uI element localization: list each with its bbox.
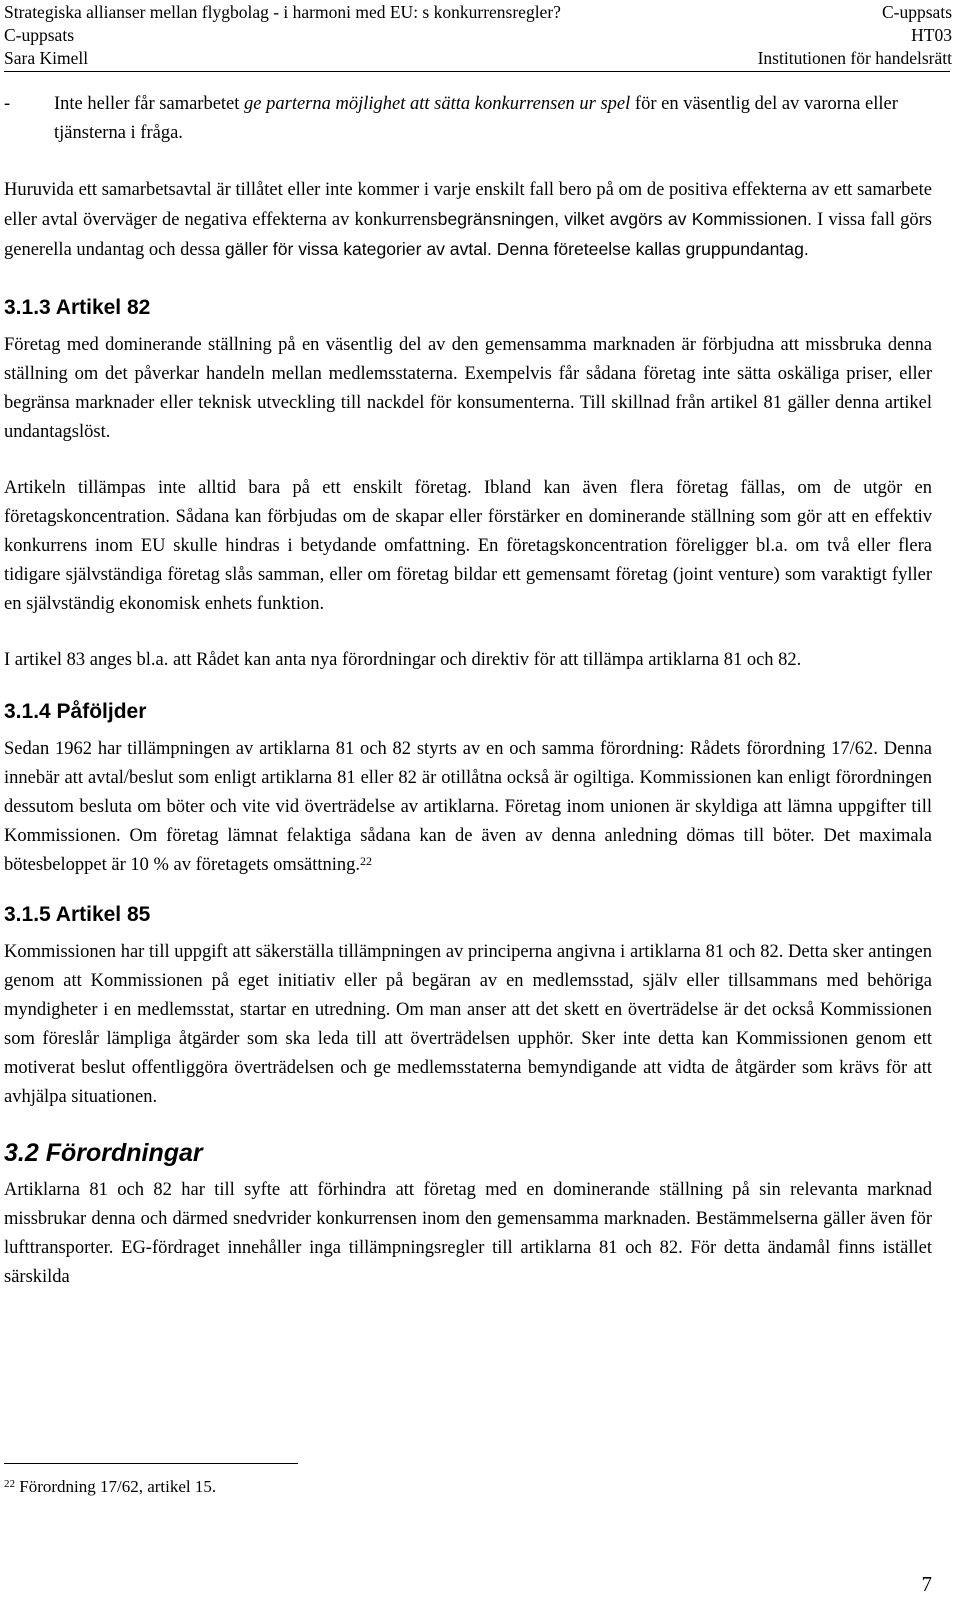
paragraph: I artikel 83 anges bl.a. att Rådet kan anta nya förordningar och direktiv för att tillämpa artiklarna 81 och 82. — [4, 650, 802, 670]
header-type-label: C-uppsats — [882, 2, 952, 22]
bullet-text-start: Inte heller får samarbetet — [54, 94, 245, 114]
paragraph-text-sans: begränsningen, vilket avgörs av Kommissionen. — [437, 209, 813, 229]
list-item — [4, 90, 932, 148]
header-department: Institutionen för handelsrätt — [757, 48, 952, 68]
footnote-divider — [4, 1463, 298, 1464]
section-heading-3-1-4 — [4, 697, 932, 727]
section-number: 3.2 — [4, 1139, 39, 1167]
footnote-text: Förordning 17/62, artikel 15. — [15, 1477, 217, 1496]
paragraph-text: I vissa fall görs generella undantag och dessa — [4, 210, 932, 260]
section-number: 3.1.4 — [4, 700, 51, 723]
paragraph: Artikeln tillämpas inte alltid bara på ett enskilt företag. Ibland kan även flera företag fällas, om de utgör en företagskoncentration. Sådana kan förbjudas om de skapar eller förstärker en dominerande ställning som gör att en effektiv konkurrens inom EU skulle hindras i betydande omfattning. En företagskoncentration föreligger bl.a. om två eller flera tidigare självständiga företag slås samman, eller om företag bildar ett gemensamt företag (joint venture) som varaktigt fyller en självständig ekonomisk enhets funktion. — [4, 478, 932, 614]
paragraph-text: Sedan 1962 har tillämpningen av artiklarna 81 och 82 styrts av en och samma förordning: Rådets förordning 17/62. Denna innebär att avtal/beslut som enligt artiklarna 81 eller 82 är otillåtna också är ogiltiga. Kommissionen kan enligt förordningen dessutom besluta om böter och vite vid överträdelse av artiklarna. Företag inom unionen är skyldiga att lämna uppgifter till Kommissionen. Om företag lämnat felaktiga sådana kan de även av denna anledning dömas till böter. Det maximala bötesbeloppet är 10 % av företagets omsättning. — [4, 739, 932, 875]
section-number: 3.1.5 — [4, 903, 51, 926]
footnote-number: 22 — [4, 1478, 15, 1490]
paragraph-text-sans: gäller för vissa kategorier av avtal. Denna företeelse kallas gruppundantag. — [224, 239, 809, 259]
paragraph: Artiklarna 81 och 82 har till syfte att förhindra att företag med en dominerande ställning på sin relevanta marknad missbrukar denna och därmed snedvrider konkurrensen inom den gemensamma marknaden. Bestämmelserna gäller även för lufttransporter. EG-fördraget innehåller inga tillämpningsregler till artiklarna 81 och 82. För detta ändamål finns istället särskilda — [4, 1180, 932, 1287]
section-title: Artikel 82 — [50, 296, 151, 319]
bullet-text-end: för en väsentlig del av varorna eller tjänsterna i fråga. — [54, 94, 898, 143]
footnote-reference[interactable]: 22 — [360, 854, 373, 868]
bullet-text-italic: ge parterna möjlighet att sätta konkurrensen ur spel — [244, 94, 631, 114]
paragraph-gruppundantag — [4, 176, 932, 265]
paragraph: Kommissionen har till uppgift att säkerställa tillämpningen av principerna angivna i artiklarna 81 och 82. Detta sker antingen genom att Kommissionen på eget initiativ eller på begäran av en medlemsstad, själv eller tillsammans med behöriga myndigheter i en medlemsstat, startar en utredning. Om man anser att det skett en överträdelse är det också Kommissionen som föreslår lämpliga åtgärder som ska leda till att överträdelsen upphör. Sker inte detta kan Kommissionen genom ett motiverat beslut offentliggöra överträdelsen och ge medlemsstaterna bemyndigande att vidta de åtgärder som krävs för att avhjälpa situationen. — [4, 942, 932, 1107]
footnote — [4, 1476, 216, 1498]
header-divider — [4, 71, 950, 72]
paragraph-text: Huruvida ett samarbetsavtal är tillåtet eller inte kommer i varje enskilt fall bero på om de positiva effekterna av ett samarbete eller avtal överväger de negativa effekterna av konkurrens — [4, 180, 932, 230]
page-number: 7 — [921, 1572, 932, 1596]
paragraph: Företag med dominerande ställning på en väsentlig del av den gemensamma marknaden är förbjudna att missbruka denna ställning om det påverkar handeln mellan medlemsstaterna. Exempelvis får sådana företag inte sätta oskäliga priser, eller begränsa marknader eller teknisk utveckling till nackdel för konsumenterna. Till skillnad från artikel 81 gäller denna artikel undantagslöst. — [4, 335, 932, 442]
header-type-label-2: C-uppsats — [4, 25, 74, 45]
section-heading-3-1-5 — [4, 900, 932, 930]
header-author: Sara Kimell — [4, 48, 89, 68]
section-heading-3-1-3 — [4, 293, 932, 323]
section-title: Påföljder — [50, 700, 147, 723]
paragraph — [4, 735, 932, 880]
section-title: Artikel 85 — [50, 903, 151, 926]
header-document-title: Strategiska allianser mellan flygbolag - i harmoni med EU: s konkurrensregler? — [4, 2, 561, 22]
page-body — [4, 90, 932, 1319]
section-number: 3.1.3 — [4, 296, 51, 319]
header-term: HT03 — [911, 25, 952, 45]
bullet-dash: - — [4, 94, 11, 114]
section-heading-3-2 — [4, 1136, 932, 1170]
section-title: Förordningar — [38, 1139, 203, 1167]
